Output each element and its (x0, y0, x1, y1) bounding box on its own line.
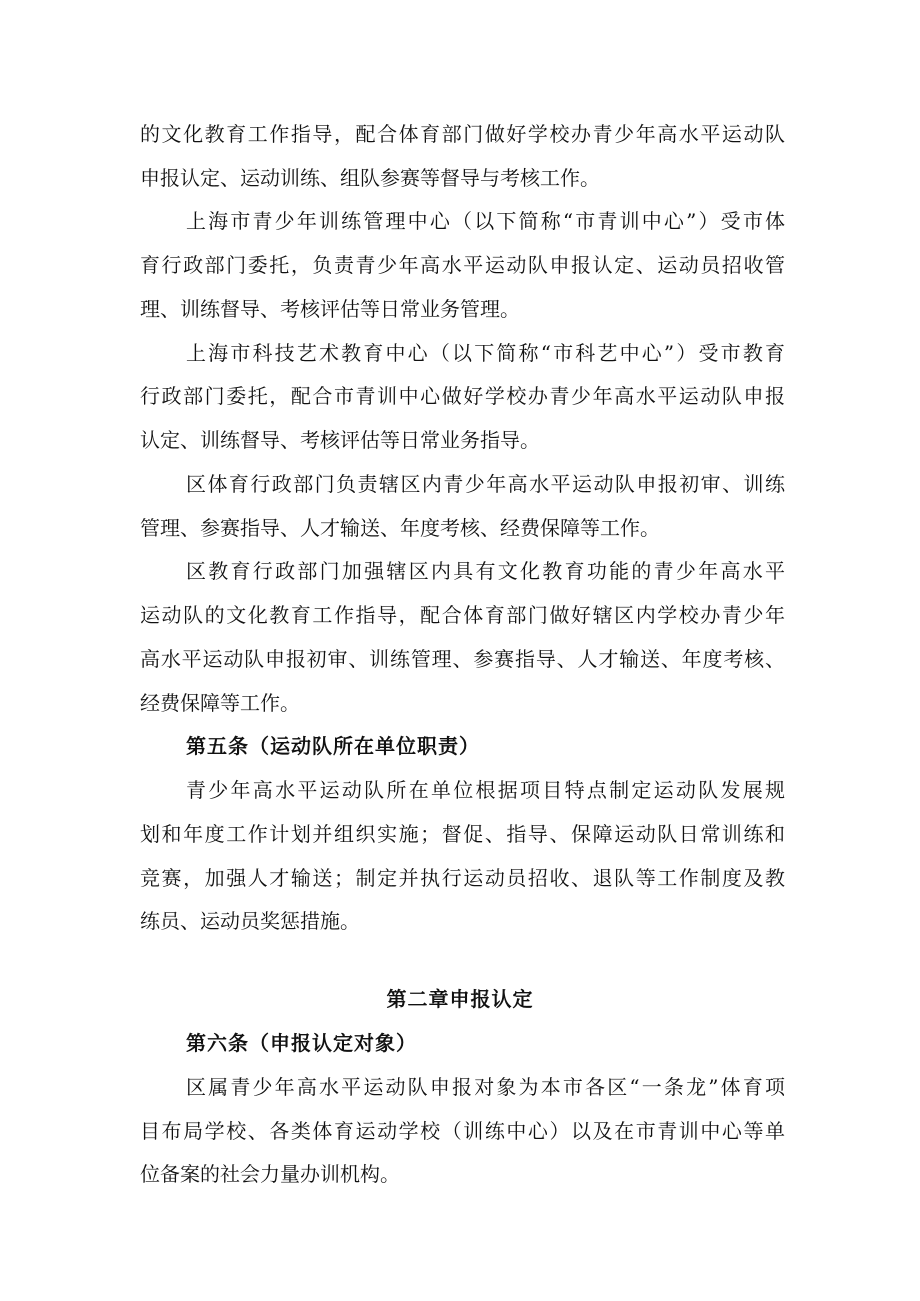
paragraph-line: 区体育行政部门负责辖区内青少年高水平运动队申报初审、训练 (186, 472, 785, 496)
paragraph-line: 上海市青少年训练管理中心（以下简称“市青训中心”）受市体 (186, 209, 785, 233)
paragraph-line: 理、训练督导、考核评估等日常业务管理。 (140, 297, 520, 321)
paragraph-line: 青少年高水平运动队所在单位根据项目特点制定运动队发展规 (186, 778, 785, 802)
paragraph-line: 管理、参赛指导、人才输送、年度考核、经费保障等工作。 (140, 516, 660, 540)
paragraph-line: 高水平运动队申报初审、训练管理、参赛指导、人才输送、年度考核、 (140, 647, 785, 671)
paragraph-line: 区教育行政部门加强辖区内具有文化教育功能的青少年高水平 (186, 559, 785, 583)
paragraph-line: 经费保障等工作。 (140, 691, 300, 715)
paragraph-line: 育行政部门委托，负责青少年高水平运动队申报认定、运动员招收管 (140, 253, 785, 277)
chapter-heading: 第二章申报认定 (386, 987, 534, 1011)
paragraph-line: 运动队的文化教育工作指导，配合体育部门做好辖区内学校办青少年 (140, 603, 785, 627)
paragraph-line: 目布局学校、各类体育运动学校（训练中心）以及在市青训中心等单 (140, 1119, 785, 1143)
paragraph-line: 行政部门委托，配合市青训中心做好学校办青少年高水平运动队申报 (140, 384, 785, 408)
paragraph-line: 划和年度工作计划并组织实施；督促、指导、保障运动队日常训练和 (140, 822, 785, 846)
article-heading: 第六条（申报认定对象） (186, 1031, 417, 1055)
paragraph-line: 练员、运动员奖惩措施。 (140, 909, 360, 933)
paragraph-line: 位备案的社会力量办训机构。 (140, 1162, 400, 1186)
paragraph-line: 竞赛，加强人才输送；制定并执行运动员招收、退队等工作制度及教 (140, 866, 785, 890)
article-heading: 第五条（运动队所在单位职责） (186, 734, 480, 758)
paragraph-line: 认定、训练督导、考核评估等日常业务指导。 (140, 428, 540, 452)
paragraph-line: 上海市科技艺术教育中心（以下简称“市科艺中心”）受市教育 (186, 341, 785, 365)
paragraph-line: 申报认定、运动训练、组队参赛等督导与考核工作。 (140, 166, 600, 190)
paragraph-line: 的文化教育工作指导，配合体育部门做好学校办青少年高水平运动队 (140, 122, 785, 146)
paragraph-line: 区属青少年高水平运动队申报对象为本市各区“一条龙”体育项 (186, 1075, 785, 1099)
